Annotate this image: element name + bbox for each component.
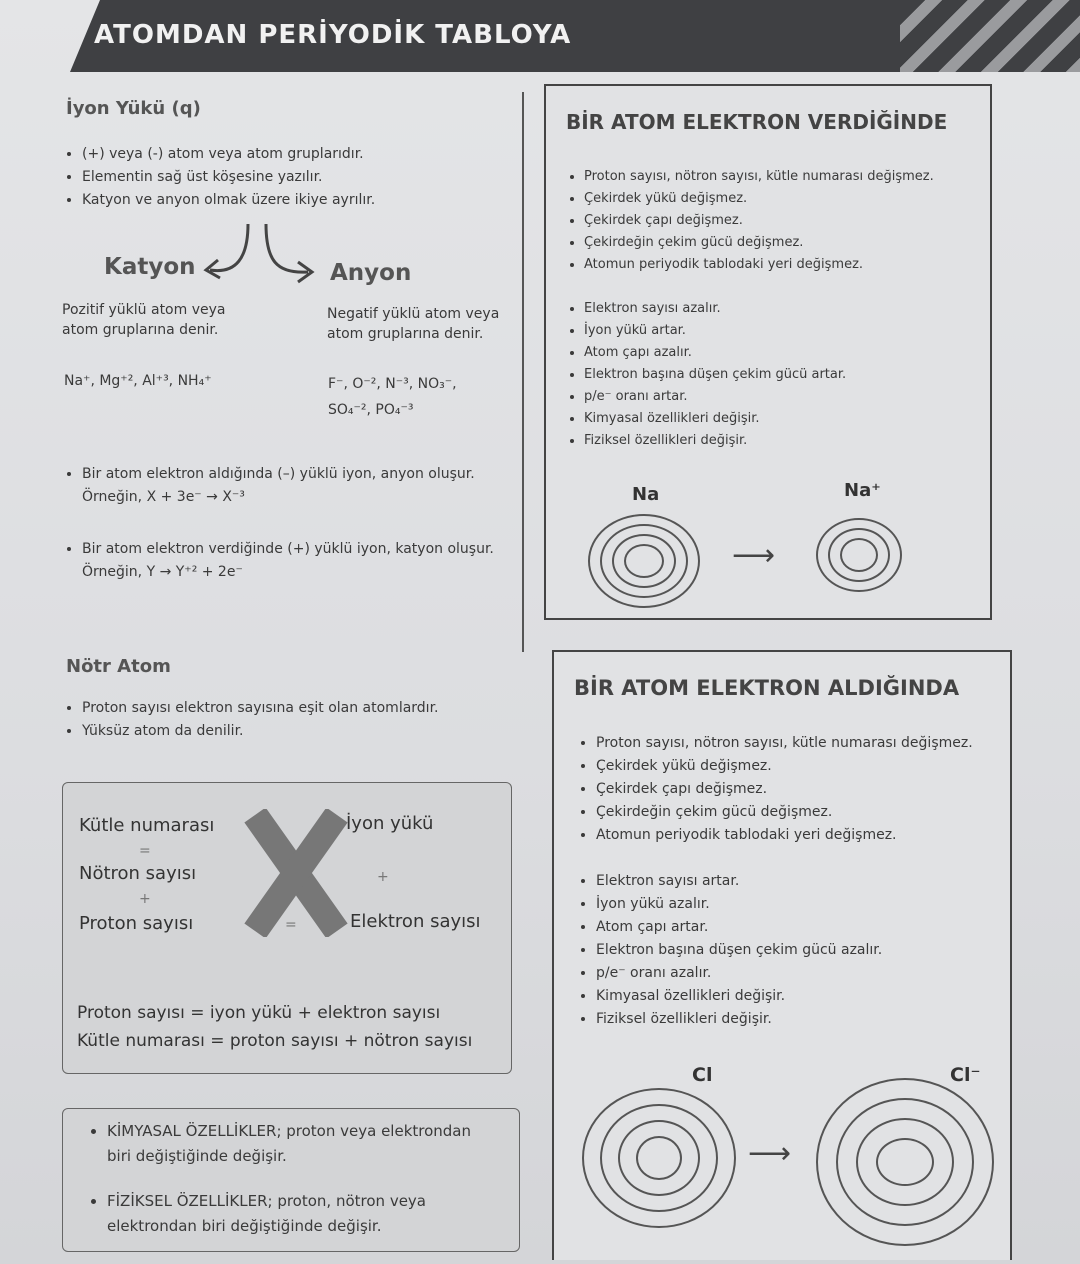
chlorine-atom-label: Cl — [692, 1064, 713, 1086]
anion-example: Örneğin, X + 3e⁻ → X⁻³ — [82, 489, 245, 505]
properties-box — [62, 1108, 520, 1252]
list-item — [82, 463, 542, 509]
list-item: • Atom çapı azalır. — [584, 342, 994, 364]
anion-description: Negatif yüklü atom veya atom gruplarına denir. — [327, 306, 500, 342]
electron-giving-box — [544, 84, 992, 620]
page-title: ATOMDAN PERİYODİK TABLOYA — [94, 20, 572, 50]
chemical-properties: • KİMYASAL ÖZELLİKLER; proton veya elektrondan biri değiştiğinde değişir. — [107, 1119, 487, 1169]
list-item: • Yüksüz atom da denilir. — [82, 720, 522, 743]
neutral-atom-heading: Nötr Atom — [66, 656, 171, 677]
formula-box — [62, 782, 512, 1074]
list-item: • Elektron sayısı artar. — [596, 870, 1016, 893]
equals-sign: = — [285, 917, 297, 933]
list-item: • Fiziksel özellikleri değişir. — [584, 430, 994, 452]
cation-example: Örneğin, Y → Y⁺² + 2e⁻ — [82, 564, 243, 580]
chloride-ion-label: Cl⁻ — [950, 1064, 981, 1086]
list-item: • p/e⁻ oranı artar. — [584, 386, 994, 408]
neutron-count-label: Nötron sayısı — [79, 863, 197, 884]
sodium-atom-label: Na — [632, 484, 660, 505]
arrow-icon: ⟶ — [748, 1136, 792, 1171]
cation-title: Katyon — [104, 254, 196, 280]
anion-note — [60, 463, 542, 509]
list-item: • Kimyasal özellikleri değişir. — [584, 408, 994, 430]
list-item: • Elektron başına düşen çekim gücü azalır. — [596, 939, 1016, 962]
plus-sign: + — [377, 869, 389, 885]
cation-description: Pozitif yüklü atom veya atom gruplarına denir. — [62, 302, 226, 338]
list-item: • Atomun periyodik tablodaki yeri değişmez. — [596, 824, 1016, 847]
anion-examples-line1: F⁻, O⁻², N⁻³, NO₃⁻, — [328, 376, 457, 392]
list-item: • Elementin sağ üst köşesine yazılır. — [82, 166, 522, 189]
list-item: • Fiziksel özellikleri değişir. — [596, 1008, 1016, 1031]
list-item: • Atom çapı artar. — [596, 916, 1016, 939]
unchanged-list — [562, 166, 994, 276]
list-item: • İyon yükü artar. — [584, 320, 994, 342]
list-item — [82, 538, 542, 584]
list-item: • Çekirdeğin çekim gücü değişmez. — [584, 232, 994, 254]
anion-note-text: Bir atom elektron aldığında (–) yüklü iyon, anyon oluşur. — [82, 466, 475, 482]
plus-sign: + — [139, 891, 151, 907]
formula-mass: Kütle numarası = proton sayısı + nötron sayısı — [77, 1031, 473, 1051]
list-item: • Elektron başına düşen çekim gücü artar. — [584, 364, 994, 386]
formula-proton: Proton sayısı = iyon yükü + elektron sayısı — [77, 1003, 441, 1023]
electron-giving-title: BİR ATOM ELEKTRON VERDİĞİNDE — [566, 110, 948, 134]
sodium-ion-label: Na⁺ — [844, 480, 881, 501]
properties-bullets — [85, 1119, 487, 1239]
ion-charge-label: İyon yükü — [346, 813, 434, 834]
neutral-atom-bullets — [60, 697, 522, 743]
list-item: • p/e⁻ oranı azalır. — [596, 962, 1016, 985]
list-item: • Çekirdek yükü değişmez. — [596, 755, 1016, 778]
unchanged-list — [574, 732, 1016, 847]
changed-list — [574, 870, 1016, 1031]
banner-stripes — [900, 0, 1080, 72]
electron-taking-box — [552, 650, 1012, 1260]
equals-sign: = — [139, 843, 151, 859]
cation-note-text: Bir atom elektron verdiğinde (+) yüklü iyon, katyon oluşur. — [82, 541, 494, 557]
physical-properties: • FİZİKSEL ÖZELLİKLER; proton, nötron veya elektrondan biri değiştiğinde değişir. — [107, 1189, 487, 1239]
split-arrows-icon — [196, 218, 324, 290]
ion-charge-bullets — [60, 143, 522, 212]
anion-title: Anyon — [330, 260, 412, 286]
list-item: • (+) veya (-) atom veya atom gruplarıdır. — [82, 143, 522, 166]
list-item: • Elektron sayısı azalır. — [584, 298, 994, 320]
list-item: • Katyon ve anyon olmak üzere ikiye ayrılır. — [82, 189, 522, 212]
mass-number-label: Kütle numarası — [79, 815, 215, 836]
cation-examples: Na⁺, Mg⁺², Al⁺³, NH₄⁺ — [64, 373, 212, 389]
list-item: • Proton sayısı, nötron sayısı, kütle numarası değişmez. — [584, 166, 994, 188]
changed-list — [562, 298, 994, 452]
anion-examples-line2: SO₄⁻², PO₄⁻³ — [328, 402, 414, 418]
list-item: • Proton sayısı, nötron sayısı, kütle numarası değişmez. — [596, 732, 1016, 755]
electron-taking-title: BİR ATOM ELEKTRON ALDIĞINDA — [574, 676, 960, 700]
list-item: • Çekirdek çapı değişmez. — [596, 778, 1016, 801]
arrow-icon: ⟶ — [732, 538, 776, 573]
list-item: • Çekirdek yükü değişmez. — [584, 188, 994, 210]
proton-count-label: Proton sayısı — [79, 913, 194, 934]
list-item: • Atomun periyodik tablodaki yeri değişmez. — [584, 254, 994, 276]
electron-count-label: Elektron sayısı — [350, 911, 481, 932]
list-item: • Çekirdeğin çekim gücü değişmez. — [596, 801, 1016, 824]
cation-note — [60, 538, 542, 584]
list-item: • Proton sayısı elektron sayısına eşit olan atomlardır. — [82, 697, 522, 720]
list-item: • İyon yükü azalır. — [596, 893, 1016, 916]
ion-charge-heading: İyon Yükü (q) — [66, 98, 201, 119]
list-item: • Kimyasal özellikleri değişir. — [596, 985, 1016, 1008]
list-item: • Çekirdek çapı değişmez. — [584, 210, 994, 232]
